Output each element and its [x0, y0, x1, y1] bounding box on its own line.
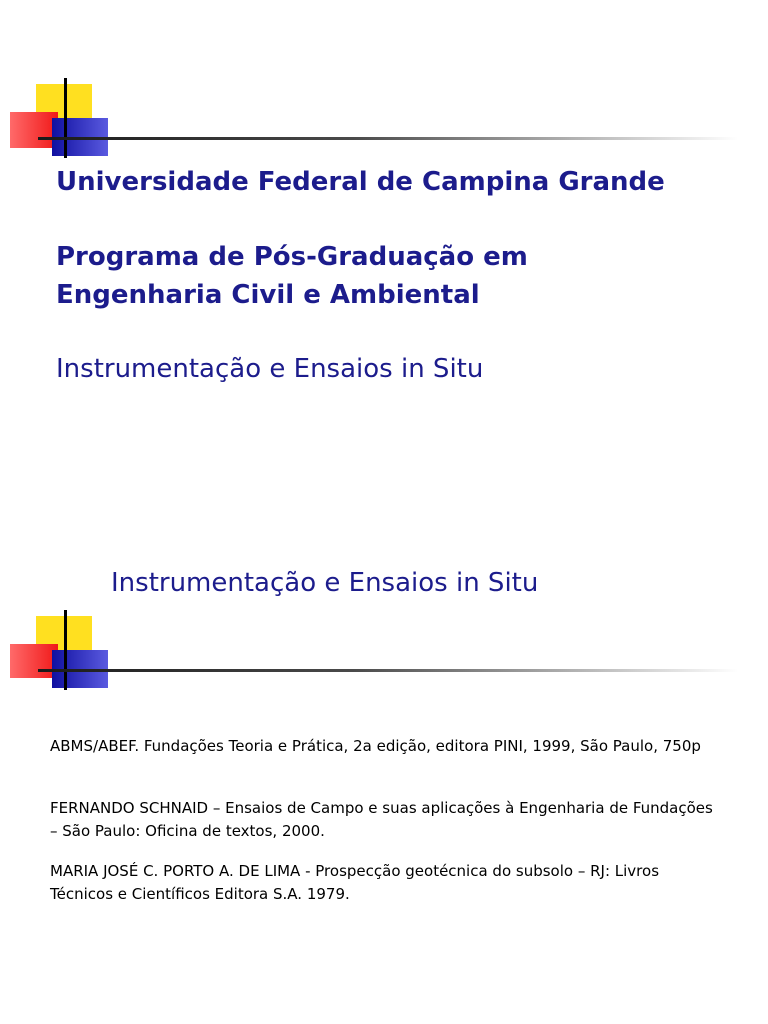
vertical-rule — [64, 78, 67, 158]
horizontal-rule — [38, 669, 738, 672]
reference-1: ABMS/ABEF. Fundações Teoria e Prática, 2a edição, editora PINI, 1999, São Paulo, 750p — [50, 737, 701, 755]
corner-decoration — [0, 0, 768, 110]
red-square — [10, 112, 58, 148]
slide-2-title: Instrumentação e Ensaios in Situ — [111, 568, 539, 598]
red-square — [10, 644, 58, 678]
program-line-2: Engenharia Civil e Ambiental — [56, 280, 480, 310]
slide-1-titles — [56, 163, 665, 201]
reference-3: MARIA JOSÉ C. PORTO A. DE LIMA - Prospecção geotécnica do subsolo – RJ: Livros Técnicos e Científicos Editora S.A. 1979. — [50, 862, 660, 903]
program-line-1: Programa de Pós-Graduação em — [56, 242, 528, 272]
corner-decoration-2 — [0, 540, 768, 650]
course-title: Instrumentação e Ensaios in Situ — [56, 354, 484, 384]
reference-2: FERNANDO SCHNAID – Ensaios de Campo e suas aplicações à Engenharia de Fundações – São Paulo: Oficina de textos, 2000. — [50, 799, 713, 840]
university-title: Universidade Federal de Campina Grande — [56, 167, 665, 197]
program-title — [56, 238, 528, 314]
horizontal-rule — [38, 137, 738, 140]
course-title-block — [56, 353, 483, 385]
slide-2 — [0, 540, 768, 1024]
vertical-rule — [64, 610, 67, 690]
